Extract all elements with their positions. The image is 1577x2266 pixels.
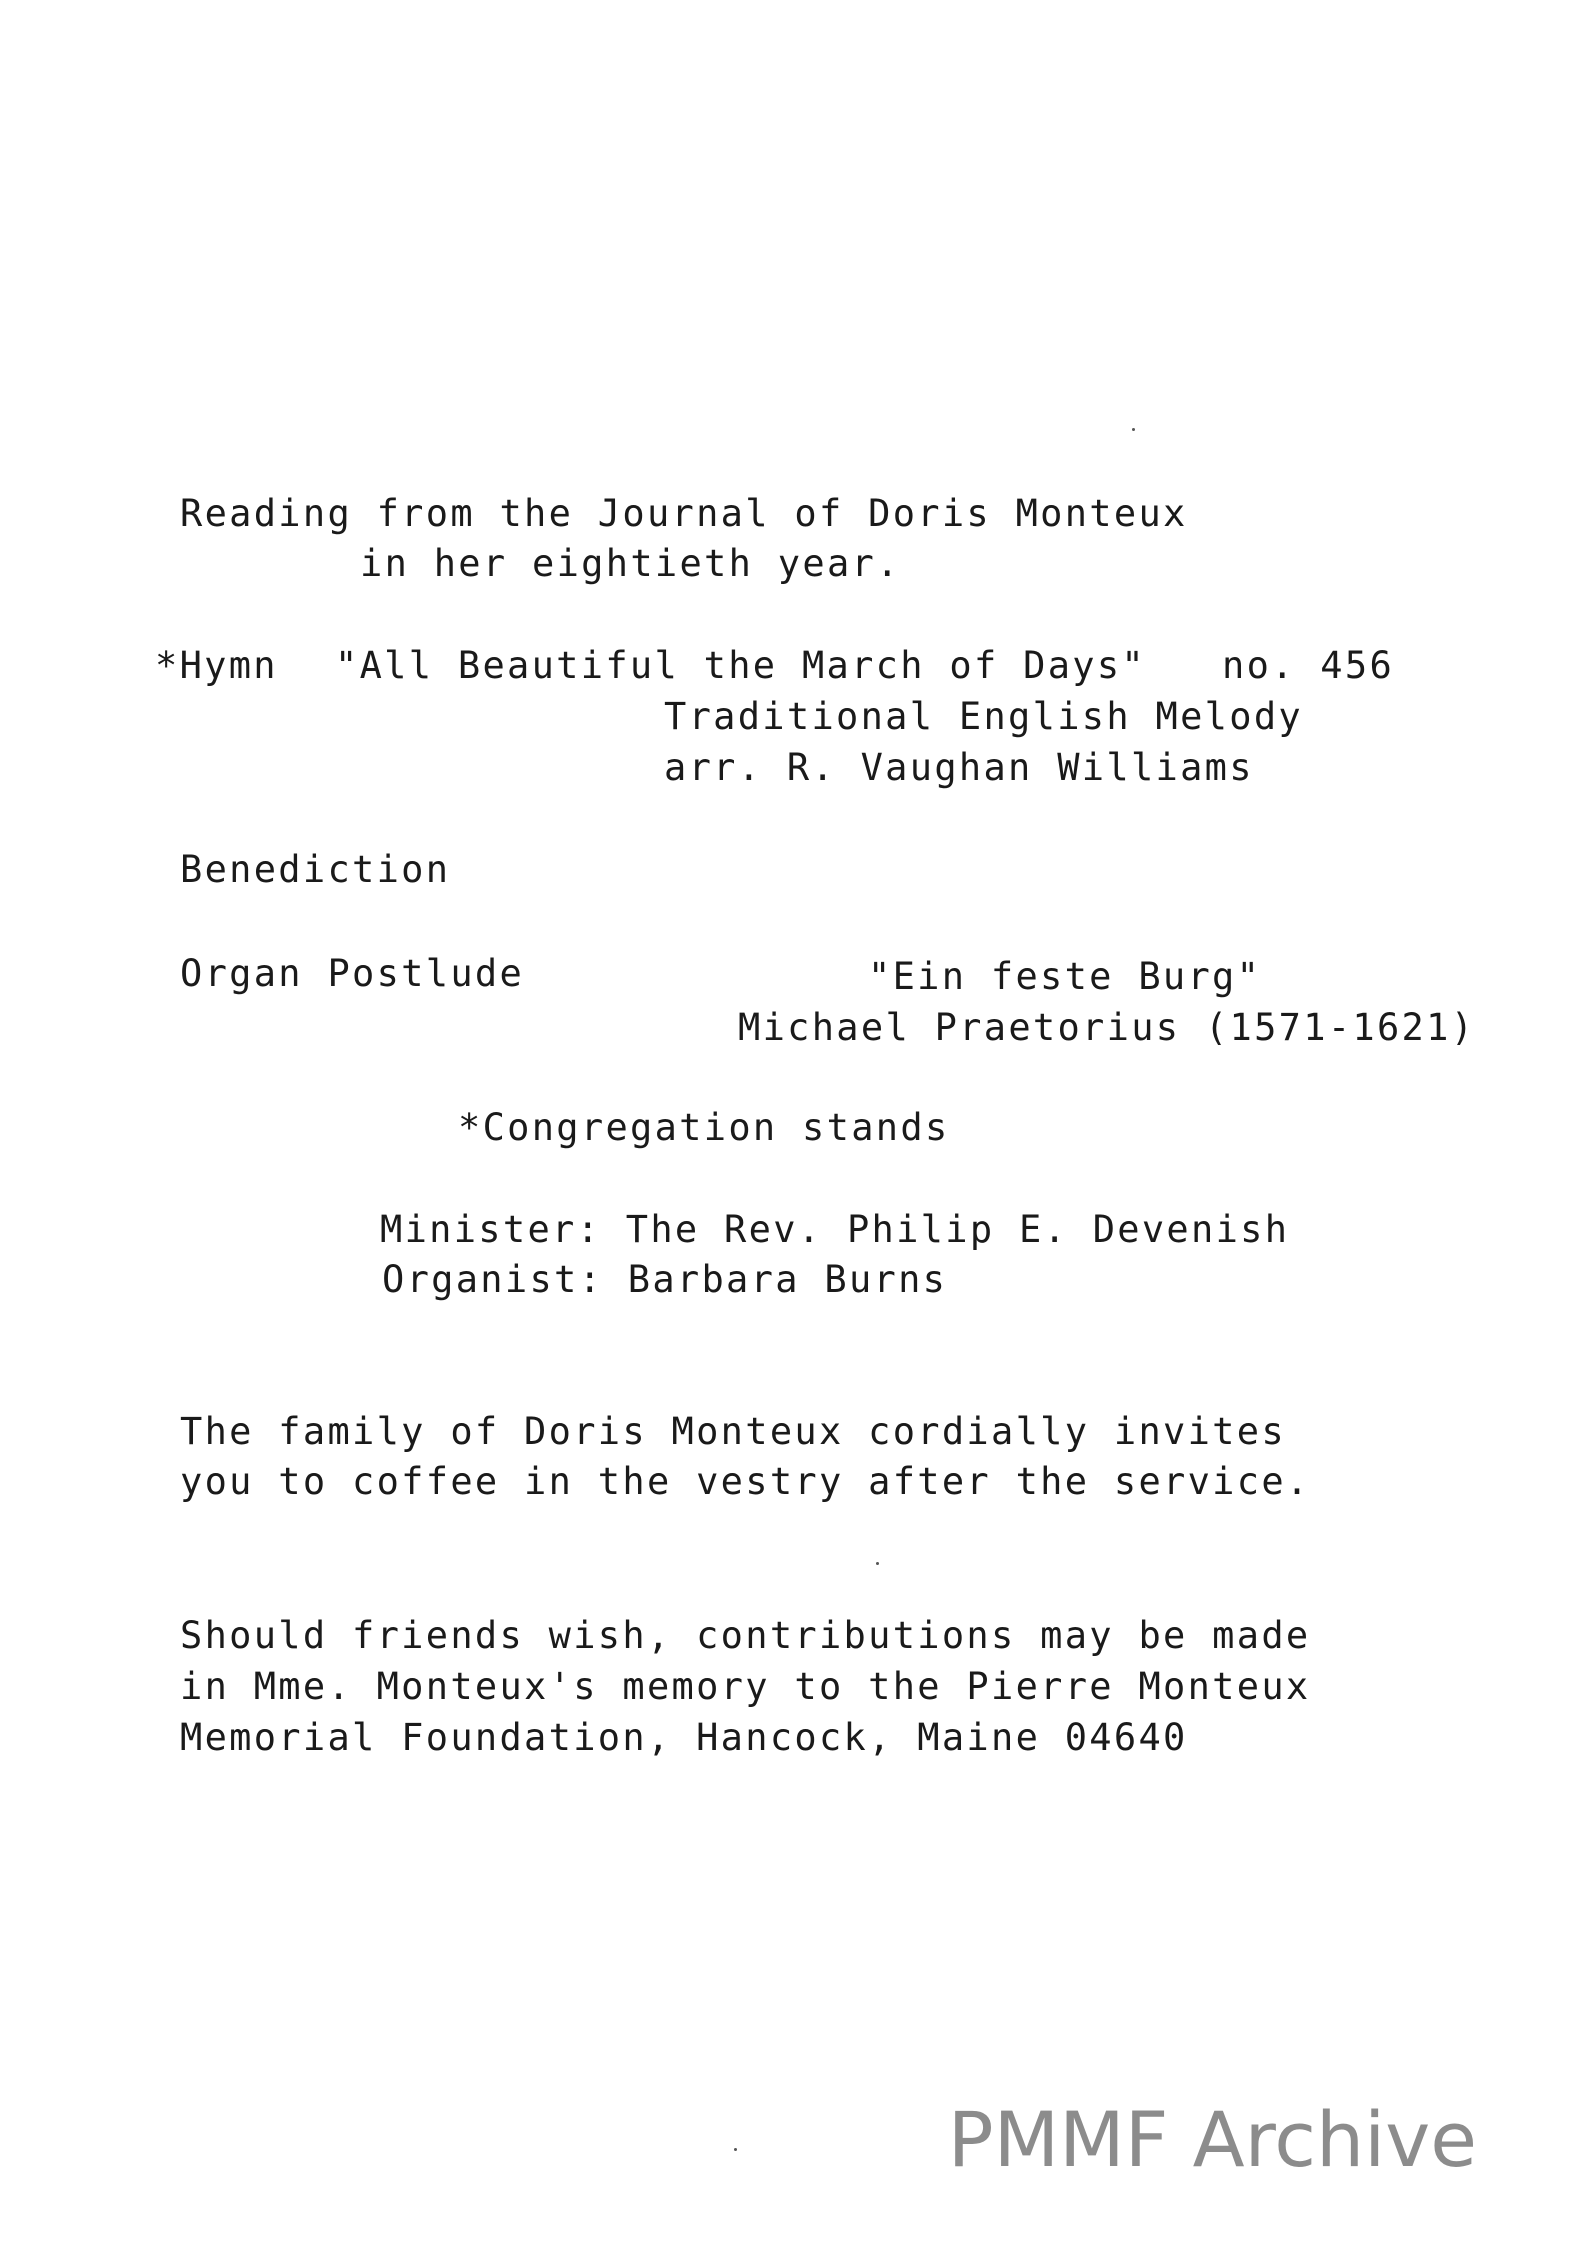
hymn-title: "All Beautiful the March of Days" — [335, 644, 1147, 687]
postlude-label: Organ Postlude — [180, 952, 525, 995]
reading-line-2: in her eightieth year. — [360, 542, 901, 585]
scan-speck — [1132, 428, 1135, 431]
minister: Minister: The Rev. Philip E. Devenish — [380, 1208, 1290, 1251]
scan-speck — [734, 2148, 737, 2151]
contributions-line-3: Memorial Foundation, Hancock, Maine 04640 — [180, 1716, 1188, 1759]
invitation-line-1: The family of Doris Monteux cordially invites — [180, 1410, 1286, 1453]
congregation-note: *Congregation stands — [458, 1106, 950, 1149]
archive-watermark: PMMF Archive — [947, 2095, 1477, 2184]
scan-speck — [876, 1562, 879, 1565]
hymn-label: *Hymn — [155, 644, 278, 687]
benediction: Benediction — [180, 848, 451, 891]
reading-line-1: Reading from the Journal of Doris Monteux — [180, 492, 1188, 535]
contributions-line-1: Should friends wish, contributions may be made — [180, 1614, 1311, 1657]
contributions-line-2: in Mme. Monteux's memory to the Pierre Monteux — [180, 1665, 1311, 1708]
hymn-melody: Traditional English Melody — [664, 695, 1303, 738]
postlude-title: "Ein feste Burg" — [868, 955, 1262, 998]
hymn-arranger: arr. R. Vaughan Williams — [664, 746, 1254, 789]
invitation-line-2: you to coffee in the vestry after the service. — [180, 1460, 1311, 1503]
hymn-number: no. 456 — [1222, 644, 1395, 687]
organist: Organist: Barbara Burns — [382, 1258, 948, 1301]
postlude-composer: Michael Praetorius (1571-1621) — [738, 1006, 1476, 1049]
